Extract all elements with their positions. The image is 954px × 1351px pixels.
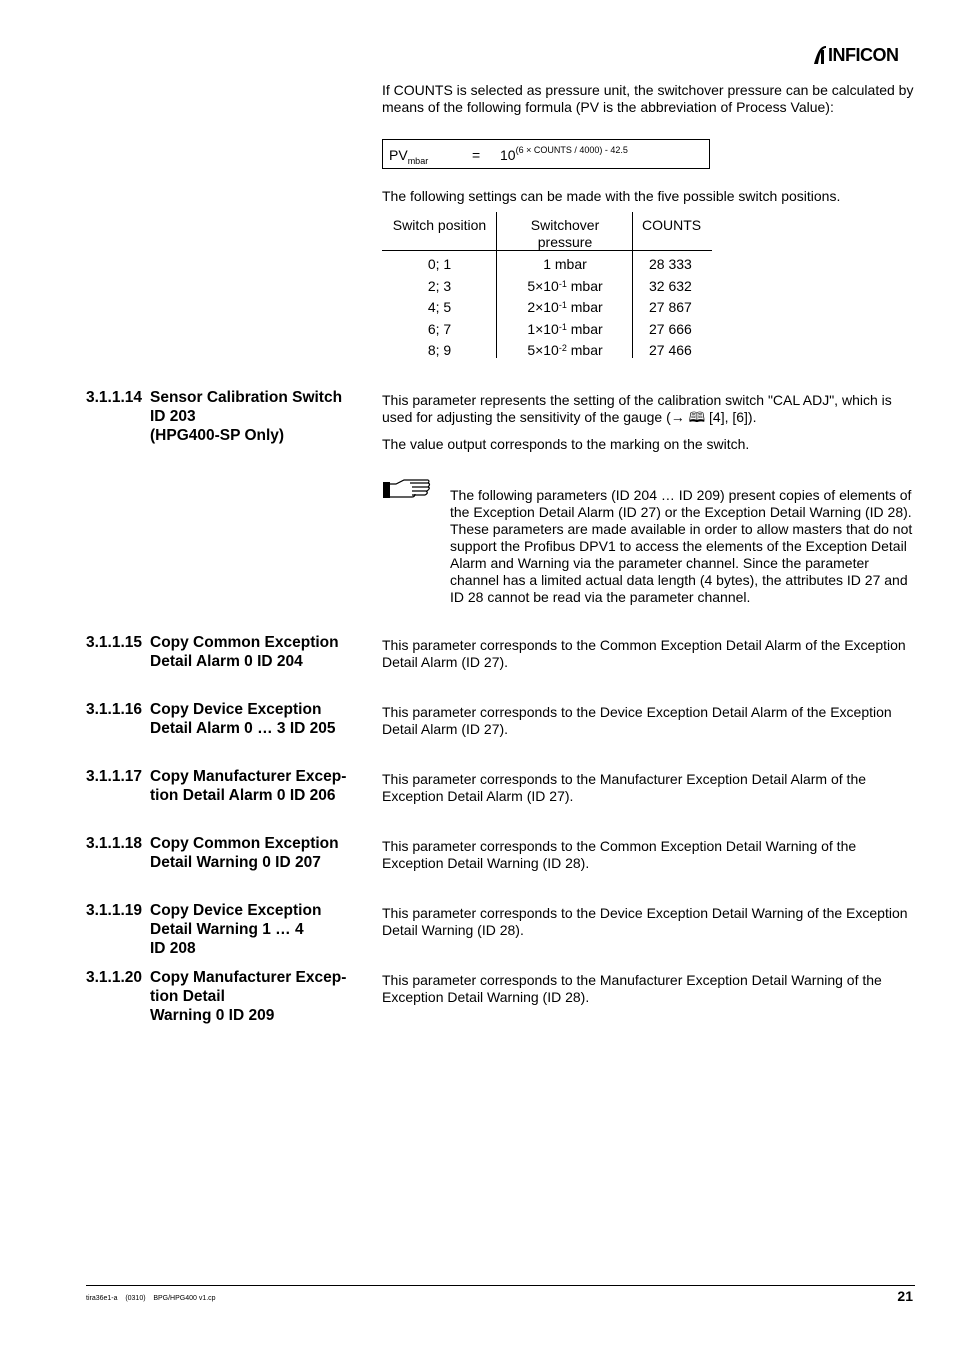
section-number: 3.1.1.15: [86, 634, 143, 651]
section-number: 3.1.1.18: [86, 835, 143, 852]
section-title-line: (HPG400-SP Only): [150, 427, 285, 444]
table-header-rule: [382, 250, 712, 251]
table-cell-pressure: $5\times 10^{-2}$ mbar: [527, 342, 603, 358]
switch-position-table: [382, 212, 712, 360]
table-cell-counts: 27 867: [649, 299, 692, 315]
footer-doc-info: [86, 1295, 216, 1302]
section-title-line: Sensor Calibration Switch: [150, 389, 343, 406]
formula-lhs: $PV_{mbar}$: [389, 147, 429, 166]
section-number: 3.1.1.16: [86, 701, 143, 718]
table-cell-pressure: $5\times 10^{-1}$ mbar: [527, 278, 603, 294]
pointing-hand-icon: [382, 478, 432, 502]
section-paragraph: This parameter corresponds to the Common Exception Detail Alarm of the Exception Detail Alarm (ID 27).: [382, 637, 906, 670]
table-cell-position: 4; 5: [427, 299, 452, 315]
section-title-line: tion Detail Alarm 0 ID 206: [150, 787, 336, 804]
section-title-line: Copy Common Exception: [150, 835, 339, 852]
section-title-line: Detail Warning 1 … 4: [150, 921, 304, 938]
section-title-line: Copy Common Exception: [150, 634, 339, 651]
table-cell-counts: 32 632: [649, 278, 692, 294]
page-number: 21: [897, 1288, 913, 1304]
section-title-line: Copy Device Exception: [150, 902, 322, 919]
section-paragraph: This parameter corresponds to the Manufacturer Exception Detail Alarm of the Exception Detail Alarm (ID 27).: [382, 771, 867, 804]
section-paragraph: This parameter corresponds to the Common Exception Detail Warning of the Exception Detail Warning (ID 28).: [382, 838, 857, 871]
table-cell-position: 2; 3: [427, 278, 452, 294]
section-number: 3.1.1.17: [86, 768, 143, 785]
section-paragraph: This parameter represents the setting of the calibration switch "CAL ADJ", which is used for adjusting the sensitivity of the gauge (→ 🕮 [4], [6]).: [382, 392, 892, 425]
footer-file: BPG/HPG400 v1.cp: [153, 1295, 216, 1302]
footer-date-code: (0310): [125, 1295, 146, 1302]
formula-box: [382, 139, 710, 169]
table-cell-counts: 27 666: [649, 321, 692, 337]
section-title-line: Detail Alarm 0 ID 204: [150, 653, 303, 670]
section-paragraph: This parameter corresponds to the Manufacturer Exception Detail Warning of the Exception Detail Warning (ID 28).: [382, 972, 882, 1005]
table-cell-position: 0; 1: [427, 256, 452, 272]
section-number: 3.1.1.19: [86, 902, 143, 919]
formula-equals: =: [472, 147, 481, 163]
section-paragraph: This parameter corresponds to the Device Exception Detail Warning of the Exception Detail Warning (ID 28).: [382, 905, 908, 938]
table-cell-pressure: $1\times 10^{-1}$ mbar: [527, 321, 603, 337]
note-text: The following parameters (ID 204 … ID 209) present copies of elements of the Exception Detail Alarm (ID 27) or the Exception Detail Warning (ID 28). These parameters are made available in order to allow masters that do not support the Profibus DPV1 to access the elements of the Exception Detail Alarm and Warning via the parameter channel. Since the parameter channel has a limited actual data length (4 bytes), the attributes ID 27 and ID 28 cannot be read via the parameter channel.: [450, 487, 913, 605]
section-title-line: Detail Alarm 0 … 3 ID 205: [150, 720, 336, 737]
section-paragraph: The value output corresponds to the marking on the switch.: [382, 436, 750, 452]
table-cell-position: 6; 7: [427, 321, 452, 337]
section-title-line: Copy Manufacturer Excep-: [150, 768, 347, 785]
settings-intro: The following settings can be made with the five possible switch positions.: [382, 188, 841, 204]
section-number: 3.1.1.20: [86, 969, 143, 986]
section-title-line: Copy Device Exception: [150, 701, 322, 718]
section-title-line: Warning 0 ID 209: [150, 1007, 275, 1024]
section-title-line: Detail Warning 0 ID 207: [150, 854, 321, 871]
table-cell-pressure: 1 mbar: [543, 256, 587, 272]
footer-doc-code: tira36e1-a: [86, 1295, 118, 1302]
table-cell-position: 8; 9: [427, 342, 452, 358]
table-header-switchover-pressure: Switchover pressure: [530, 217, 600, 250]
section-paragraph: This parameter corresponds to the Device Exception Detail Alarm of the Exception Detail Alarm (ID 27).: [382, 704, 892, 737]
section-title-line: tion Detail: [150, 988, 225, 1005]
inficon-logo: [812, 44, 916, 68]
section-number: 3.1.1.14: [86, 389, 143, 406]
section-title-line: Copy Manufacturer Excep-: [150, 969, 347, 986]
table-header-switch-position: Switch position: [392, 217, 487, 233]
table-cell-counts: 28 333: [649, 256, 692, 272]
table-cell-pressure: $2\times 10^{-1}$ mbar: [527, 299, 603, 315]
note-icon-wrapper: [382, 478, 432, 507]
intro-paragraph: If COUNTS is selected as pressure unit, the switchover pressure can be calculated by means of the following formula (PV is the abbreviation of Process Value):: [382, 82, 914, 115]
section-title-line: ID 208: [150, 940, 196, 957]
logo-text: INFICON: [828, 45, 899, 65]
table-header-counts: COUNTS: [642, 217, 702, 233]
footer-rule: [86, 1285, 915, 1286]
section-title-line: ID 203: [150, 408, 196, 425]
table-cell-counts: 27 466: [649, 342, 692, 358]
formula-rhs: $10^{(6 \times COUNTS / 4000) - 42.5}$: [500, 145, 628, 163]
